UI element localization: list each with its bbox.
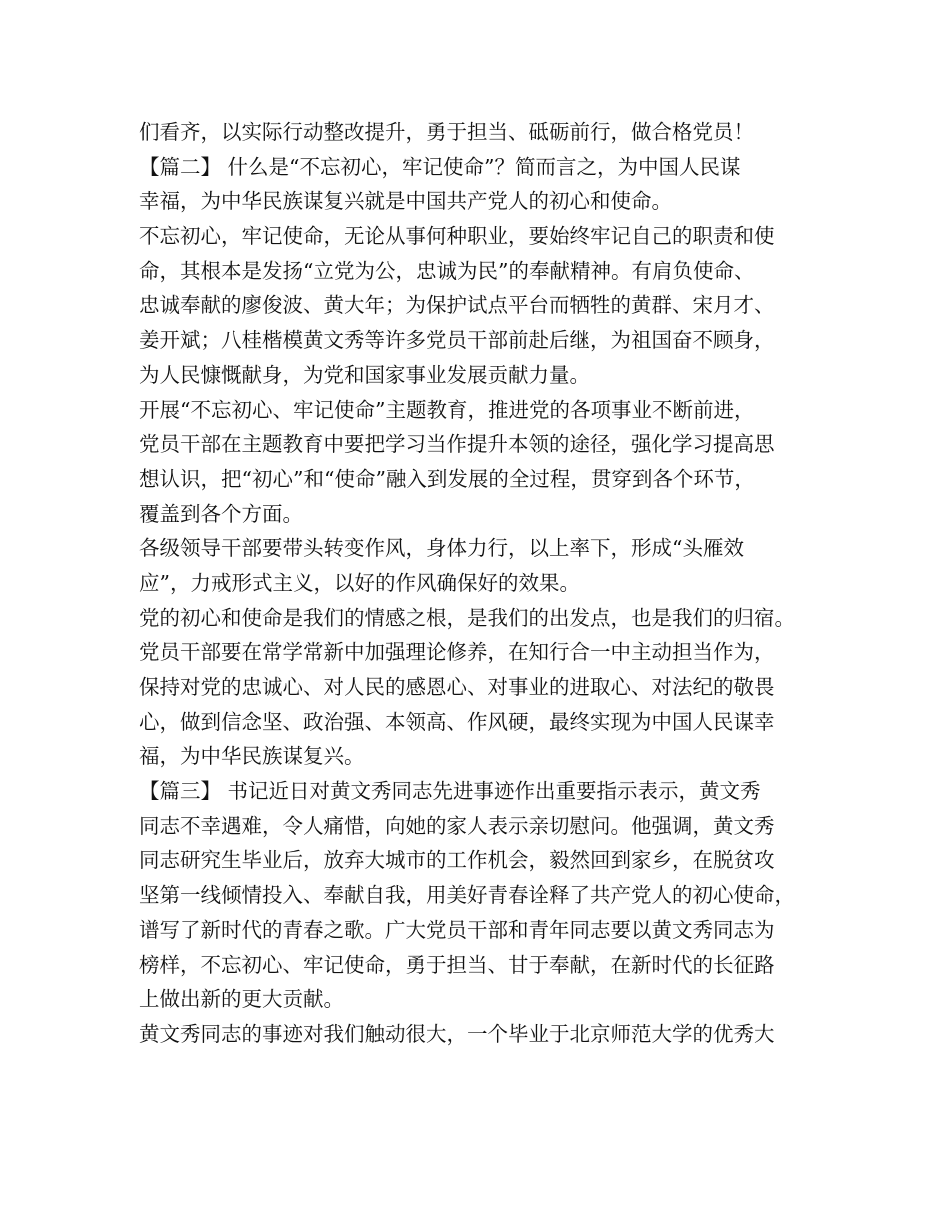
text-line: 心，做到信念坚、政治强、本领高、作风硬，最终实现为中国人民谋幸	[139, 709, 775, 734]
text-line: 覆盖到各个方面。	[139, 501, 303, 526]
text-line: 榜样，不忘初心、牢记使命，勇于担当、甘于奉献，在新时代的长征路	[139, 952, 775, 977]
text-line: 应”，力戒形式主义，以好的作风确保好的效果。	[139, 570, 580, 595]
text-line: 忠诚奉献的廖俊波、黄大年；为保护试点平台而牺牲的黄群、宋月才、	[139, 293, 775, 318]
text-line: 命，其根本是发扬“立党为公，忠诚为民”的奉献精神。有肩负使命、	[139, 258, 755, 283]
text-line: 们看齐，以实际行动整改提升，勇于担当、砥砺前行，做合格党员！	[139, 120, 754, 144]
text-line: 各级领导干部要带头转变作风，身体力行，以上率下，形成“头雁效	[139, 536, 744, 561]
text-line: 黄文秀同志的事迹对我们触动很大，一个毕业于北京师范大学的优秀大	[139, 1021, 775, 1046]
text-line: 姜开斌；八桂楷模黄文秀等许多党员干部前赴后继，为祖国奋不顾身，	[139, 328, 775, 353]
text-line: 开展“不忘初心、牢记使命”主题教育，推进党的各项事业不断前进，	[139, 397, 755, 422]
text-line: 福，为中华民族谋复兴。	[139, 744, 365, 769]
text-line: 同志不幸遇难，令人痛惜，向她的家人表示亲切慰问。他强调，黄文秀	[139, 813, 775, 838]
text-line: 保持对党的忠诚心、对人民的感恩心、对事业的进取心、对法纪的敬畏	[139, 675, 775, 699]
text-line: 坚第一线倾情投入、奉献自我，用美好青春诠释了共产党人的初心使命，	[139, 883, 795, 908]
text-line: 同志研究生毕业后，放弃大城市的工作机会，毅然回到家乡，在脱贫攻	[139, 848, 775, 873]
text-line: 党员干部在主题教育中要把学习当作提升本领的途径，强化学习提高思	[139, 432, 775, 457]
text-line: 谱写了新时代的青春之歌。广大党员干部和青年同志要以黄文秀同志为	[139, 917, 775, 942]
text-line: 想认识，把“初心”和“使命”融入到发展的全过程，贯穿到各个环节，	[139, 466, 755, 491]
text-line: 【篇二】 什么是“不忘初心，牢记使命”？简而言之，为中国人民谋	[139, 154, 741, 179]
document-body	[139, 115, 823, 1052]
text-line: 不忘初心，牢记使命，无论从事何种职业，要始终牢记自己的职责和使	[139, 224, 775, 249]
text-line: 【篇三】 书记近日对黄文秀同志先进事迹作出重要指示表示，黄文秀	[139, 779, 761, 804]
text-line: 幸福，为中华民族谋复兴就是中国共产党人的初心和使命。	[139, 189, 672, 214]
text-line: 为人民慷慨献身，为党和国家事业发展贡献力量。	[139, 362, 590, 387]
text-line: 上做出新的更大贡献。	[139, 987, 344, 1012]
text-line: 党员干部要在常学常新中加强理论修养，在知行合一中主动担当作为，	[139, 640, 775, 665]
text-line: 党的初心和使命是我们的情感之根，是我们的出发点，也是我们的归宿。	[139, 605, 795, 630]
